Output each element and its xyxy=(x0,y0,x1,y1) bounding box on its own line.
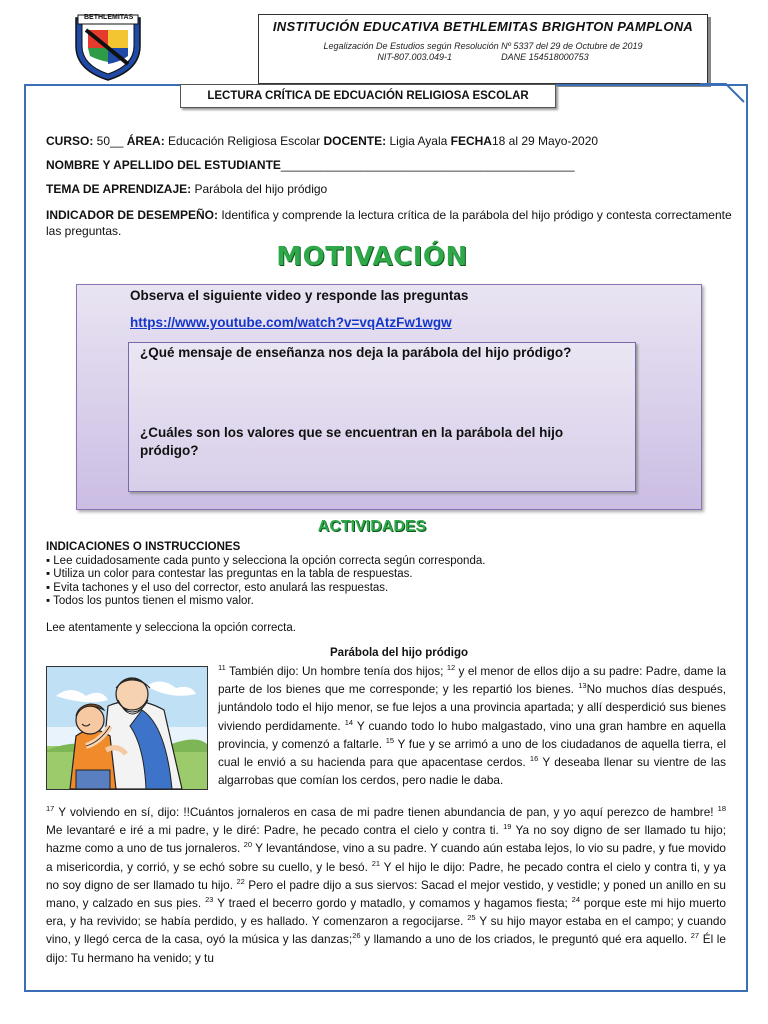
verse-number: 17 xyxy=(46,804,55,814)
motivation-heading: MOTIVACIÓN xyxy=(276,242,468,272)
questions-box xyxy=(128,342,636,492)
fecha-label: FECHA xyxy=(450,134,492,148)
verse-number: 15 xyxy=(385,735,395,745)
verse-number: 16 xyxy=(529,754,539,764)
verse-number: 21 xyxy=(371,858,381,868)
area-value: Educación Religiosa Escolar xyxy=(164,134,324,148)
curso-label: CURSO: xyxy=(46,134,94,148)
verse-number: 27 xyxy=(690,931,700,941)
indicator-label: INDICADOR DE DESEMPEÑO: xyxy=(46,208,219,222)
parable-text-part-b xyxy=(46,803,726,967)
parable-title: Parábola del hijo pródigo xyxy=(330,647,469,659)
course-info-line xyxy=(46,133,736,149)
verse-text: Pero el padre dijo a sus siervos: Sacad el mejor vestido, y vestidle; y poned un anillo en su mano, y calzado en sus pies. xyxy=(46,877,726,911)
verse-number: 19 xyxy=(503,822,512,832)
verse-text: Y levantándose, vino a su padre. Y cuando aún estaba lejos, lo vio su padre, y fue movido a misericordia, y corrió, y se echó sobre su cuello, y le besó. xyxy=(46,841,726,874)
student-name-line xyxy=(46,157,736,173)
performance-indicator xyxy=(46,207,736,239)
topic-label: TEMA DE APRENDIZAJE: xyxy=(46,182,192,196)
verse-text: Y volviendo en sí, dijo: !!Cuántos jornaleros en casa de mi padre tienen abundancia de pan, y yo aquí perezco de hambre! xyxy=(54,805,718,819)
verse-text: Y fue y se arrimó a uno de los ciudadanos de aquella tierra, el cual le envió a su hacienda para que apacentase cerdos. xyxy=(218,736,726,770)
question-2: ¿Cuáles son los valores que se encuentran en la parábola del hijo pródigo? xyxy=(140,425,564,458)
verse-number: 20 xyxy=(243,840,252,850)
verse-number: 23 xyxy=(205,895,214,905)
fecha-value: 18 al 29 Mayo-2020 xyxy=(491,134,599,148)
verse-text: Me levantaré e iré a mi padre, y le diré: Padre, he pecado contra el cielo y contra ti. xyxy=(46,823,504,838)
verse-text: porque este mi hijo muerto era, y ha revivido; se había perdido, y es hallado. Y comenzaron a regocijarse. xyxy=(46,896,726,929)
parable-text-part-a xyxy=(218,662,726,789)
verse-number: 11 xyxy=(218,663,226,673)
frame-corner-fold xyxy=(700,82,746,104)
institution-name: INSTITUCIÓN EDUCATIVA BETHLEMITAS BRIGHTON PAMPLONA xyxy=(272,19,694,34)
verse-text: Y el hijo le dijo: Padre, he pecado contra el cielo y contra ti, y ya no soy digno de ser llamado tu hijo. xyxy=(46,859,726,892)
indicator-value: Identifica y comprende la lectura crítica de la parábola del hijo pródigo y contesta correctamente las preguntas. xyxy=(46,208,732,238)
verse-text: Él le dijo: Tu hermano ha venido; y tu xyxy=(46,932,726,965)
verse-number: 14 xyxy=(344,717,354,727)
student-name-label: NOMBRE Y APELLIDO DEL ESTUDIANTE xyxy=(46,158,281,172)
verse-text: También dijo: Un hombre tenía dos hijos; xyxy=(225,664,447,678)
verse-text: Y su hijo mayor estaba en el campo; y cuando vino, y llegó cerca de la casa, oyó la música y las danzas; xyxy=(46,914,727,947)
verse-text: Y cuando todo lo hubo malgastado, vino una gran hambre en aquella provincia, y comenzó a faltarle. xyxy=(218,718,726,751)
docente-value: Ligia Ayala xyxy=(386,134,451,148)
area-label: ÁREA: xyxy=(126,134,165,148)
question-1: ¿Qué mensaje de enseñanza nos deja la parábola del hijo pródigo? xyxy=(140,345,572,360)
instructions-title: INDICACIONES O INSTRUCCIONES xyxy=(46,541,241,553)
topic-line xyxy=(46,181,736,197)
legalization-text: Legalización De Estudios según Resolución Nº 5337 del 29 de Octubre de 2019 xyxy=(323,41,643,51)
dane-number: DANE 154518000753 xyxy=(501,52,589,62)
video-instruction: Observa el siguiente video y responde las preguntas xyxy=(130,288,469,303)
verse-text: y el menor de ellos dijo a su padre: Padre, dame la parte de los bienes que me corresponde; y les repartió los bienes. xyxy=(218,664,727,697)
docente-label: DOCENTE: xyxy=(323,134,387,148)
student-name-blank: ____________________________________________ xyxy=(280,158,575,172)
school-logo xyxy=(68,12,148,82)
verse-text: No muchos días después, juntándolo todo el hijo menor, se fue lejos a una provincia apartada; y allí desperdició sus bienes viviendo perdidamente. xyxy=(218,682,726,733)
nit-number: NIT-807.003.049-1 xyxy=(377,52,453,62)
verse-number: 22 xyxy=(236,876,245,886)
verse-text: Ya no soy digno de ser llamado tu hijo; hazme como a uno de tus jornaleros. xyxy=(46,823,726,856)
father-embracing-son-illustration xyxy=(46,666,208,790)
activities-heading: ACTIVIDADES xyxy=(317,518,427,535)
institution-header xyxy=(258,14,708,84)
worksheet-title: LECTURA CRÍTICA DE EDCUACIÓN RELIGIOSA ESCOLAR xyxy=(180,84,556,108)
read-prompt: Lee atentamente y selecciona la opción correcta. xyxy=(46,622,296,634)
verse-number: 18 xyxy=(717,804,726,814)
verse-text: Y deseaba llenar su vientre de las algarrobas que comían los cerdos, pero nadie le daba. xyxy=(218,755,726,788)
topic-value: Parábola del hijo pródigo xyxy=(191,182,328,196)
video-link[interactable]: https://www.youtube.com/watch?v=vqAtzFw1wgw xyxy=(130,315,452,330)
verse-number: 24 xyxy=(571,895,581,905)
logo-label: BETHLEMITAS xyxy=(84,14,134,21)
instruction-item: ▪ Lee cuidadosamente cada punto y selecciona la opción correcta según corresponda. xyxy=(46,555,486,567)
verse-number: 25 xyxy=(467,913,476,923)
verse-text: Y traed el becerro gordo y matadlo, y comamos y hagamos fiesta; xyxy=(213,896,572,911)
tax-ids xyxy=(259,52,707,63)
verse-number: 12 xyxy=(446,663,456,673)
instruction-item: ▪ Todos los puntos tienen el mismo valor. xyxy=(46,595,254,607)
curso-value: 50__ xyxy=(93,134,127,148)
verse-number: 13 xyxy=(578,681,587,691)
verse-number: 26 xyxy=(352,931,361,941)
instruction-item: ▪ Utiliza un color para contestar las preguntas en la tabla de respuestas. xyxy=(46,568,413,580)
instruction-item: ▪ Evita tachones y el uso del corrector, esto anulará las respuestas. xyxy=(46,582,389,594)
verse-text: y llamando a uno de los criados, le preguntó qué era aquello. xyxy=(360,932,691,947)
